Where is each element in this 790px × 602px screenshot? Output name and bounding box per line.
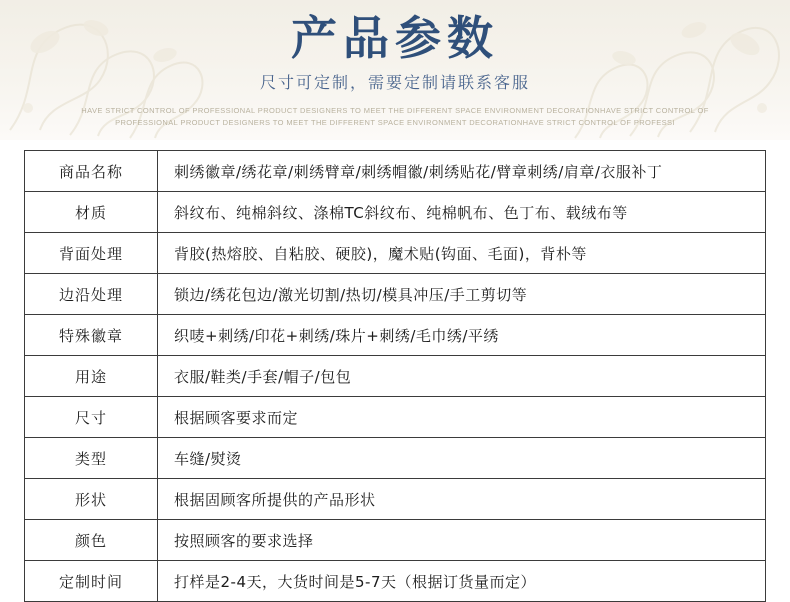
row-label: 用途	[25, 356, 158, 397]
row-label: 颜色	[25, 520, 158, 561]
row-label: 材质	[25, 192, 158, 233]
table-row	[25, 192, 766, 233]
table-row	[25, 151, 766, 192]
row-value: 斜纹布、纯棉斜纹、涤棉TC斜纹布、纯棉帆布、色丁布、载绒布等	[158, 192, 766, 233]
row-value: 按照顾客的要求选择	[158, 520, 766, 561]
page-subtitle: 尺寸可定制，需要定制请联系客服	[259, 73, 530, 92]
table-row	[25, 274, 766, 315]
row-label: 边沿处理	[25, 274, 158, 315]
row-label: 特殊徽章	[25, 315, 158, 356]
row-label: 类型	[25, 438, 158, 479]
row-value: 车缝/熨烫	[158, 438, 766, 479]
row-value: 锁边/绣花包边/激光切割/热切/模具冲压/手工剪切等	[158, 274, 766, 315]
spec-table-container	[24, 150, 766, 602]
table-row	[25, 520, 766, 561]
table-row	[25, 233, 766, 274]
row-value: 打样是2-4天，大货时间是5-7天（根据订货量而定）	[158, 561, 766, 602]
row-label: 背面处理	[25, 233, 158, 274]
row-value: 根据顾客要求而定	[158, 397, 766, 438]
table-row	[25, 397, 766, 438]
decorative-english-text: HAVE STRICT CONTROL OF PROFESSIONAL PRODUCT DESIGNERS TO MEET THE DIFFERENT SPACE ENVIRONMENT DECORATIONHAVE STRICT CONTROL OF PROFESSIONAL PRODUCT DESIGNERS TO MEET THE DIFFERENT SPACE ENVIRONMENT DECORATIONHAVE STRICT CONTROL OF PROFESSI	[81, 106, 709, 127]
page-title: 产品参数	[291, 11, 499, 65]
table-row	[25, 315, 766, 356]
row-value: 背胶(热熔胶、自粘胶、硬胶)，魔术贴(钩面、毛面)，背朴等	[158, 233, 766, 274]
row-label: 尺寸	[25, 397, 158, 438]
row-label: 定制时间	[25, 561, 158, 602]
table-row	[25, 356, 766, 397]
table-row	[25, 479, 766, 520]
row-value: 织唛+刺绣/印花+刺绣/珠片+刺绣/毛巾绣/平绣	[158, 315, 766, 356]
row-label: 商品名称	[25, 151, 158, 192]
table-row	[25, 561, 766, 602]
header-banner	[0, 0, 790, 140]
table-row	[25, 438, 766, 479]
row-value: 根据固顾客所提供的产品形状	[158, 479, 766, 520]
product-spec-table	[24, 150, 766, 602]
row-label: 形状	[25, 479, 158, 520]
row-value: 衣服/鞋类/手套/帽子/包包	[158, 356, 766, 397]
row-value: 刺绣徽章/绣花章/刺绣臂章/刺绣帽徽/刺绣贴花/臂章刺绣/肩章/衣服补丁	[158, 151, 766, 192]
